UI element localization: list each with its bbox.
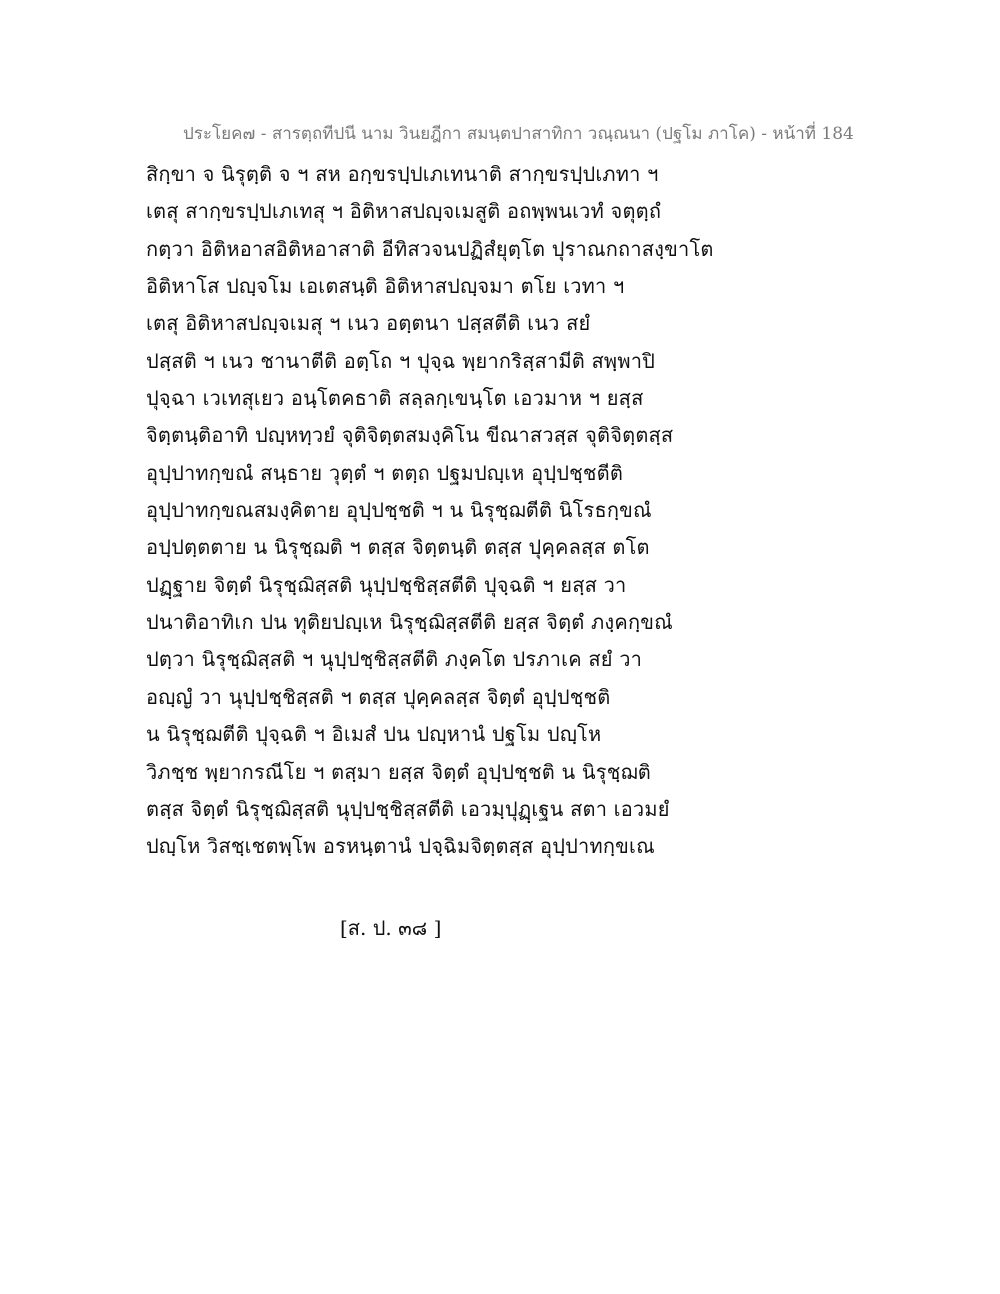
text-line: กตฺวา อิติหอาสอิติหอาสาติ อีทิสวจนปฏิสํยุตฺโต ปุราณกถาสงฺขาโต <box>146 236 714 261</box>
running-header: ประโยค๗ - สารตฺถทีปนี นาม วินยฎีกา สมนฺตปาสาทิกา วณฺณนา (ปฐโม ภาโค) - หน้าที่ 184 <box>183 124 854 144</box>
text-line: ปสฺสติ ฯ เนว ชานาตีติ อตฺโถ ฯ ปุจฺฉ พฺยากริสฺสามีติ สพฺพาปิ <box>146 348 656 373</box>
text-line: ตสฺส จิตฺตํ นิรุชฺฌิสฺสติ นุปฺปชฺชิสฺสตีติ เอวมฺปุฏฺเฐน สตา เอวมยํ <box>146 796 670 821</box>
body-text <box>146 156 866 866</box>
text-line: อุปฺปาทกฺขณสมงฺคิตาย อุปฺปชฺชติ ฯ น นิรุชฺฌตีติ นิโรธกฺขณํ <box>146 498 652 523</box>
text-line: เตสุ อิติหาสปญฺจเมสุ ฯ เนว อตฺตนา ปสฺสตีติ เนว สยํ <box>146 311 591 336</box>
text-line: ปตฺวา นิรุชฺฌิสฺสติ ฯ นุปฺปชฺชิสฺสตีติ ภงฺคโต ปรภาเค สยํ วา <box>146 647 643 672</box>
text-line: อุปฺปาทกฺขณํ สนฺธาย วุตฺตํ ฯ ตตฺถ ปฐมปญฺเห อุปฺปชฺชตีติ <box>146 460 624 485</box>
text-line: สิกฺขา จ นิรุตฺติ จ ฯ สห อกฺขรปฺปเภเทนาติ สากฺขรปฺปเภทา ฯ <box>146 162 659 186</box>
text-line: ปนาติอาทิเก ปน ทุติยปญฺเห นิรุชฺฌิสฺสตีติ ยสฺส จิตฺตํ ภงฺคกฺขณํ <box>146 610 673 635</box>
text-line: วิภชฺช พฺยากรณีโย ฯ ตสฺมา ยสฺส จิตฺตํ อุปฺปชฺชติ น นิรุชฺฌติ <box>146 759 651 784</box>
text-line: น นิรุชฺฌตีติ ปุจฺฉติ ฯ อิเมสํ ปน ปญฺหานํ ปฐโม ปญฺโห <box>146 722 602 747</box>
text-line: ปฏฺฐาย จิตฺตํ นิรุชฺฌิสฺสติ นุปฺปชฺชิสฺสตีติ ปุจฺฉติ ฯ ยสฺส วา <box>146 572 627 597</box>
text-line: อปฺปตฺตตาย น นิรุชฺฌติ ฯ ตสฺส จิตฺตนฺติ ตสฺส ปุคฺคลสฺส ตโต <box>146 535 650 560</box>
text-line: จิตฺตนฺติอาทิ ปญฺหทฺวยํ จุติจิตฺตสมงฺคิโน ขีณาสวสฺส จุติจิตฺตสฺส <box>146 423 674 448</box>
text-line: อญฺญํ วา นุปฺปชฺชิสฺสติ ฯ ตสฺส ปุคฺคลสฺส จิตฺตํ อุปฺปชฺชติ <box>146 684 611 709</box>
page-marker: [ส. ป. ๓๘ ] <box>340 916 442 940</box>
text-line: ปุจฺฉา เวเทสุเยว อนฺโตคธาติ สลฺลกฺเขนฺโต เอวมาห ฯ ยสฺส <box>146 386 644 411</box>
text-line: ปญฺโห วิสชฺเชตพฺโพ อรหนฺตานํ ปจฺฉิมจิตฺตสฺส อุปฺปาทกฺขเณ <box>146 834 655 859</box>
text-line: เตสุ สากฺขรปฺปเภเทสุ ฯ อิติหาสปญฺจเมสูติ อถพฺพนเวทํ จตุตฺถํ <box>146 199 662 224</box>
text-line: อิติหาโส ปญฺจโม เอเตสนฺติ อิติหาสปญฺจมา ตโย เวทา ฯ <box>146 274 625 299</box>
